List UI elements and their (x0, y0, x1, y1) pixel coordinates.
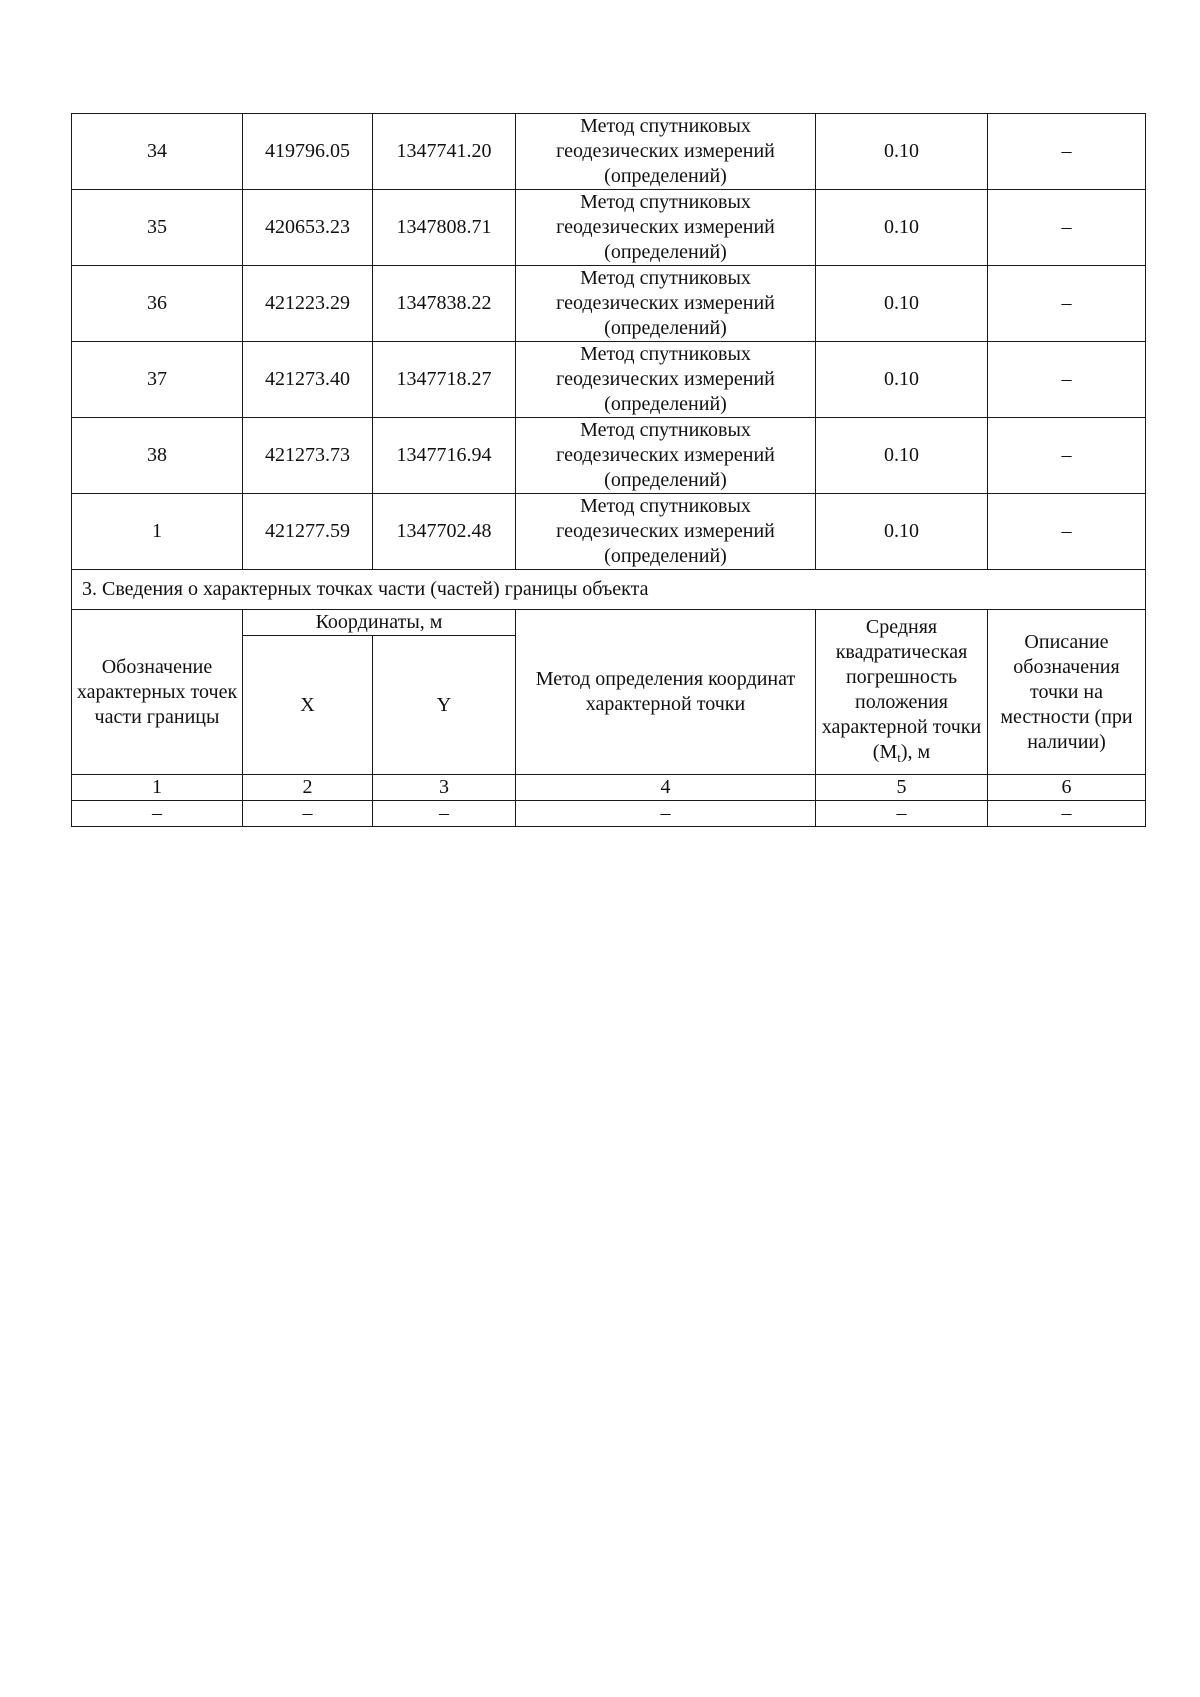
description-cell: – (988, 266, 1146, 342)
description-cell: – (988, 494, 1146, 570)
empty-cell: – (243, 801, 373, 827)
table-row (72, 342, 1146, 418)
description-cell: – (988, 418, 1146, 494)
description-cell: – (988, 114, 1146, 190)
empty-cell: – (72, 801, 243, 827)
point-number-cell: 34 (72, 114, 243, 190)
method-cell: Метод спутниковых геодезических измерений (определений) (516, 418, 816, 494)
table-row (72, 190, 1146, 266)
header-accuracy-subscript: t (897, 749, 901, 765)
header-accuracy-suffix: ), м (900, 740, 931, 763)
header-description: Описание обозначения точки на местности (при наличии) (988, 610, 1146, 775)
method-cell: Метод спутниковых геодезических измерений (определений) (516, 266, 816, 342)
header-coordinates: Координаты, м (243, 610, 516, 636)
empty-cell: – (373, 801, 516, 827)
method-cell: Метод спутниковых геодезических измерений (определений) (516, 342, 816, 418)
empty-data-row (72, 801, 1146, 827)
accuracy-cell: 0.10 (816, 190, 988, 266)
x-coordinate-cell: 419796.05 (243, 114, 373, 190)
column-number: 1 (72, 775, 243, 801)
header-accuracy (816, 610, 988, 775)
table-row (72, 266, 1146, 342)
empty-cell: – (988, 801, 1146, 827)
x-coordinate-cell: 420653.23 (243, 190, 373, 266)
y-coordinate-cell: 1347838.22 (373, 266, 516, 342)
y-coordinate-cell: 1347702.48 (373, 494, 516, 570)
method-cell: Метод спутниковых геодезических измерений (определений) (516, 190, 816, 266)
description-cell: – (988, 190, 1146, 266)
point-number-cell: 35 (72, 190, 243, 266)
header-method: Метод определения координат характерной точки (516, 610, 816, 775)
characteristic-points-rows (72, 114, 1146, 570)
x-coordinate-cell: 421273.40 (243, 342, 373, 418)
description-cell: – (988, 342, 1146, 418)
coordinates-table (71, 113, 1146, 827)
accuracy-cell: 0.10 (816, 418, 988, 494)
table-row (72, 418, 1146, 494)
header-designation: Обозначение характерных точек части границы (72, 610, 243, 775)
section-3-title: 3. Сведения о характерных точках части (частей) границы объекта (72, 570, 1146, 610)
y-coordinate-cell: 1347718.27 (373, 342, 516, 418)
y-coordinate-cell: 1347808.71 (373, 190, 516, 266)
column-number: 6 (988, 775, 1146, 801)
table-row (72, 494, 1146, 570)
point-number-cell: 37 (72, 342, 243, 418)
point-number-cell: 38 (72, 418, 243, 494)
table-row (72, 114, 1146, 190)
column-number: 4 (516, 775, 816, 801)
point-number-cell: 36 (72, 266, 243, 342)
y-coordinate-cell: 1347716.94 (373, 418, 516, 494)
accuracy-cell: 0.10 (816, 266, 988, 342)
empty-cell: – (816, 801, 988, 827)
x-coordinate-cell: 421277.59 (243, 494, 373, 570)
section-3 (72, 570, 1146, 827)
column-number: 2 (243, 775, 373, 801)
method-cell: Метод спутниковых геодезических измерений (определений) (516, 494, 816, 570)
header-y: Y (373, 636, 516, 775)
empty-cell: – (516, 801, 816, 827)
header-x: X (243, 636, 373, 775)
y-coordinate-cell: 1347741.20 (373, 114, 516, 190)
accuracy-cell: 0.10 (816, 114, 988, 190)
x-coordinate-cell: 421273.73 (243, 418, 373, 494)
column-number: 3 (373, 775, 516, 801)
point-number-cell: 1 (72, 494, 243, 570)
x-coordinate-cell: 421223.29 (243, 266, 373, 342)
accuracy-cell: 0.10 (816, 342, 988, 418)
header-accuracy-prefix: Средняя квадратическая погрешность положения характерной точки (M (821, 615, 982, 763)
accuracy-cell: 0.10 (816, 494, 988, 570)
method-cell: Метод спутниковых геодезических измерений (определений) (516, 114, 816, 190)
column-number: 5 (816, 775, 988, 801)
column-numbers-row (72, 775, 1146, 801)
